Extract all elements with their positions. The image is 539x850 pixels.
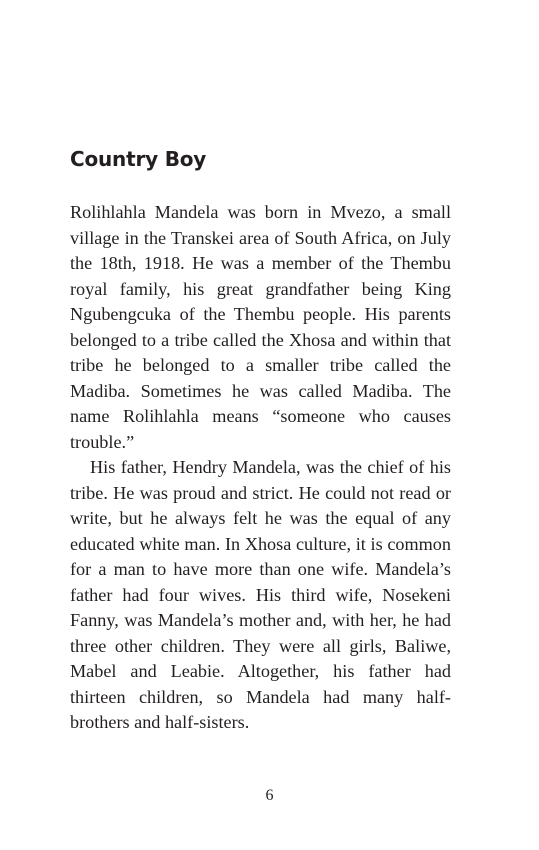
body-text <box>70 200 451 736</box>
paragraph-2: His father, Hendry Mandela, was the chief of his tribe. He was proud and strict. He could not read or write, but he always felt he was the equal of any educated white man. In Xhosa culture, it is common for a man to have more than one wife. Mandela’s father had four wives. His third wife, Nosekeni Fanny, was Mandela’s mother and, with her, he had three other children. They were all girls, Baliwe, Mabel and Leabie. Altogether, his father had thirteen children, so Mandela had many half-brothers and half-sisters. <box>70 457 451 732</box>
page-number: 6 <box>265 787 274 804</box>
paragraph-1: Rolihlahla Mandela was born in Mvezo, a small village in the Transkei area of South Africa, on July the 18th, 1918. He was a member of the Thembu royal family, his great grandfather being King Ngubengcuka of the Thembu people. His parents belonged to a tribe called the Xhosa and within that tribe he belonged to a smaller tribe called the Madiba. Sometimes he was called Madiba. The name Rolihlahla means “someone who causes trouble.” <box>70 202 451 452</box>
chapter-title: Country Boy <box>70 147 207 171</box>
